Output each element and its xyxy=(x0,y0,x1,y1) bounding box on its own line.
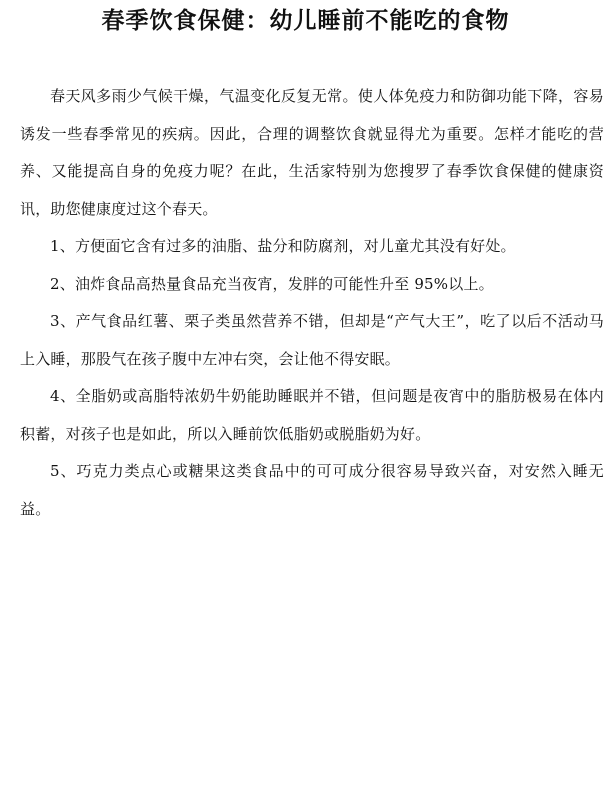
list-item: 2、油炸食品高热量食品充当夜宵，发胖的可能性升至 95%以上。 xyxy=(50,274,494,293)
list-item xyxy=(20,378,604,453)
list-item: 1、方便面它含有过多的油脂、盐分和防腐剂，对儿童尤其没有好处。 xyxy=(50,237,516,255)
page-title: 春季饮食保健：幼儿睡前不能吃的食物 xyxy=(101,7,510,34)
list-item: 5、巧克力类点心或糖果这类食品中的可可成分很容易导致兴奋，对安然入睡无益。 xyxy=(20,462,604,518)
list-item-text: 4、全脂奶或高脂特浓奶牛奶能助睡眠并不错，但问题是夜宵中的脂肪极易在体内积蓄，对孩子也是如此，所以入睡前饮低脂奶或脱脂奶为好。 xyxy=(20,387,604,443)
intro-paragraph: 春天风多雨少气候干燥，气温变化反复无常。使人体免疫力和防御功能下降，容易诱发一些春季常见的疾病。因此，合理的调整饮食就显得尤为重要。怎样才能吃的营养、又能提高自身的免疫力呢？在此，生活家特别为您搜罗了春季饮食保健的健康资讯，助您健康度过这个春天。 xyxy=(20,87,604,218)
document-body[interactable] xyxy=(20,78,604,528)
list-item: 3、产气食品红薯、栗子类虽然营养不错，但却是“产气大王”，吃了以后不活动马上入睡，那股气在孩子腹中左冲右突，会让他不得安眠。 xyxy=(20,312,604,368)
